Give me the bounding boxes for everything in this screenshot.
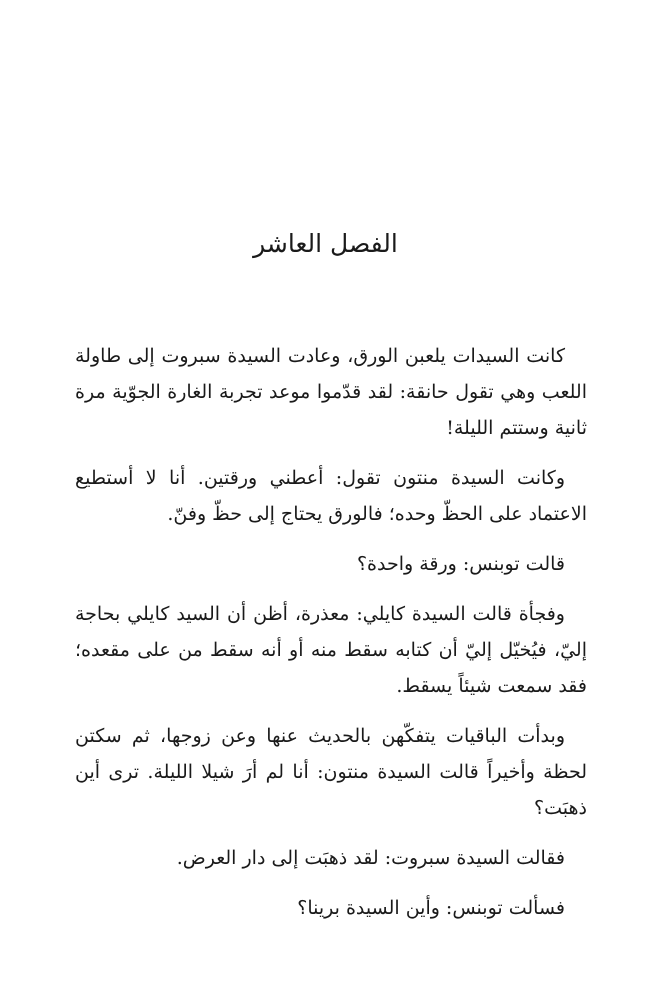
paragraph-7: فسألت توبنس: وأين السيدة برينا؟ <box>297 897 565 919</box>
paragraph-2: وكانت السيدة منتون تقول: أعطني ورقتين. أنا لا أستطيع الاعتماد على الحظّ وحده؛ فالورق يحتاج إلى حظّ وفنّ. <box>75 467 587 525</box>
paragraph-5: وبدأت الباقيات يتفكّهن بالحديث عنها وعن زوجها، ثم سكتن لحظة وأخيراً قالت السيدة منتون: أنا لم أرَ شيلا الليلة. ترى أين ذهبَت؟ <box>75 725 587 819</box>
chapter-title: الفصل العاشر <box>253 229 398 258</box>
paragraph-1: كانت السيدات يلعبن الورق، وعادت السيدة سبروت إلى طاولة اللعب وهي تقول حانقة: لقد قدّموا موعد تجربة الغارة الجوّية مرة ثانية وستتم الليلة! <box>75 345 587 439</box>
paragraph-3: قالت توبنس: ورقة واحدة؟ <box>356 553 565 575</box>
paragraph-6: فقالت السيدة سبروت: لقد ذهبَت إلى دار العرض. <box>176 847 565 869</box>
chapter-body <box>75 338 587 940</box>
paragraph-4: وفجأة قالت السيدة كايلي: معذرة، أظن أن السيد كايلي بحاجة إليّ، فيُخيّل إليّ أن كتابه سقط منه أو أنه سقط من على مقعده؛ فقد سمعت شيئاً يسقط. <box>75 603 587 697</box>
